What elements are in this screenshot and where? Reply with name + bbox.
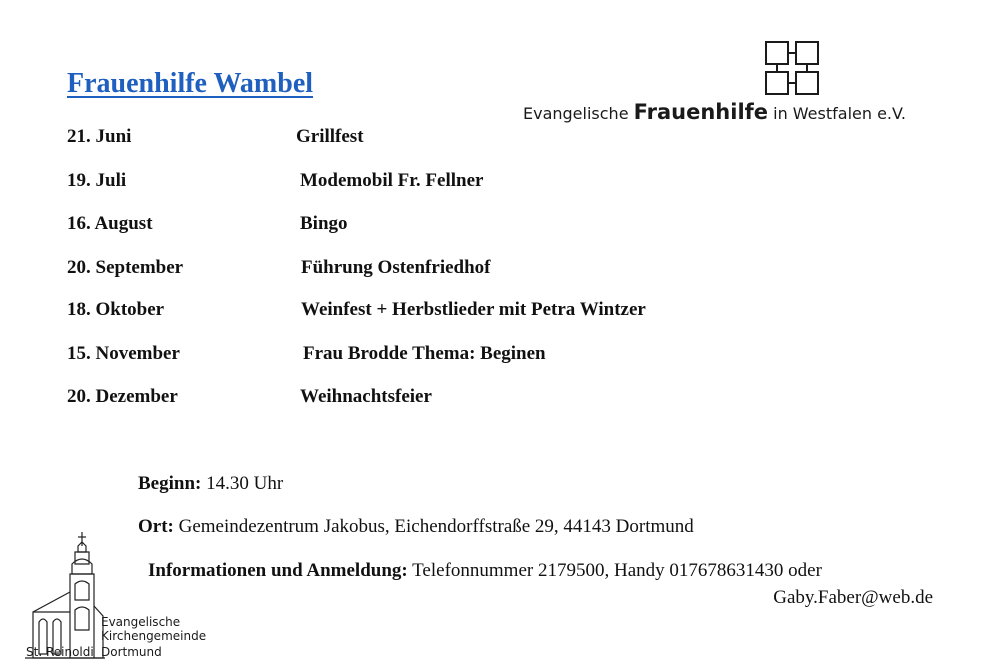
event-name: Grillfest: [296, 126, 364, 147]
contact-email: Gaby.Faber@web.de: [773, 587, 933, 608]
event-date: 19. Juli: [67, 170, 127, 191]
logo-prefix: Evangelische: [523, 104, 634, 123]
place-label: Ort:: [138, 516, 174, 537]
event-name: Weihnachtsfeier: [300, 386, 432, 407]
event-name: Bingo: [300, 213, 348, 234]
church-logo-line1: Evangelische: [101, 615, 181, 629]
event-date: 21. Juni: [67, 126, 132, 147]
contact-label: Informationen und Anmeldung:: [148, 560, 408, 581]
event-name: Modemobil Fr. Fellner: [300, 170, 484, 191]
event-date: 20. Dezember: [67, 386, 178, 407]
event-name: Weinfest + Herbstlieder mit Petra Wintzer: [301, 299, 646, 320]
logo-strong: Frauenhilfe: [633, 100, 769, 124]
page-title: Frauenhilfe Wambel: [67, 68, 314, 99]
church-logo-line3-left: St. Reinoldi: [26, 645, 94, 659]
start-label: Beginn:: [138, 473, 202, 494]
event-name: Führung Ostenfriedhof: [301, 257, 491, 278]
event-date: 18. Oktober: [67, 299, 165, 320]
logo-suffix: in Westfalen e.V.: [768, 104, 906, 123]
church-logo-line3-right: Dortmund: [101, 645, 162, 659]
location: [138, 516, 694, 538]
contact-value: Telefonnummer 2179500, Handy 017678631430 oder: [412, 560, 822, 581]
event-date: 15. November: [67, 343, 180, 364]
frauenhilfe-logo-text: [523, 100, 906, 124]
church-logo-line2: Kirchengemeinde: [101, 629, 207, 643]
place-value: Gemeindezentrum Jakobus, Eichendorffstraße 29, 44143 Dortmund: [178, 516, 694, 537]
start-value: 14.30 Uhr: [206, 473, 284, 494]
event-name: Frau Brodde Thema: Beginen: [303, 343, 546, 364]
start-time: [138, 473, 283, 495]
event-date: 20. September: [67, 257, 184, 278]
event-date: 16. August: [67, 213, 153, 234]
contact-info: [148, 560, 822, 582]
frauenhilfe-logo-icon: [764, 40, 820, 96]
